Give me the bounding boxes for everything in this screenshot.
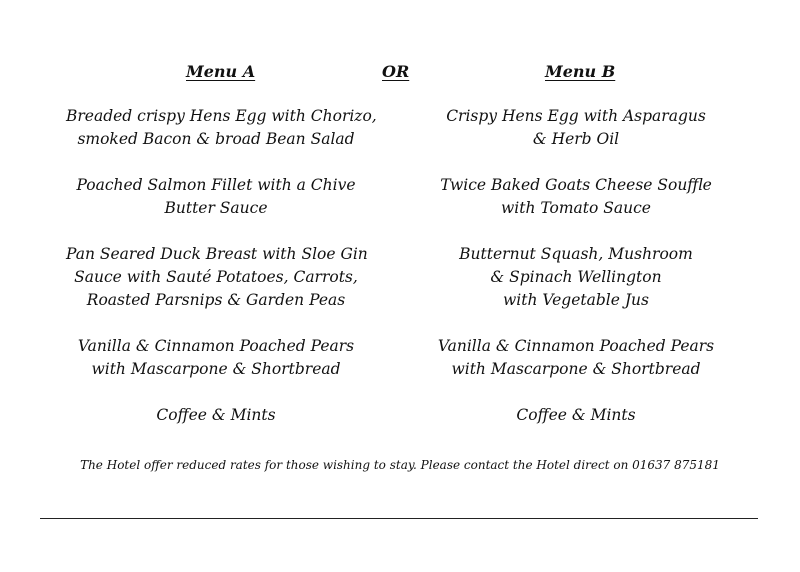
menu-b-starter-line-2: & Herb Oil xyxy=(532,130,620,148)
menu-b-coffee-line-1: Coffee & Mints xyxy=(516,406,636,424)
menu-b-main-line-2: & Spinach Wellington xyxy=(490,268,662,286)
or-heading: OR xyxy=(382,62,410,81)
hotel-note: The Hotel offer reduced rates for those wishing to stay. Please contact the Hotel direct on 01637 875181 xyxy=(80,458,720,472)
menu-a-fish-line-2: Butter Sauce xyxy=(164,199,268,217)
menu-a-coffee-line-1: Coffee & Mints xyxy=(156,406,276,424)
bottom-rule xyxy=(40,518,758,519)
menu-b-column xyxy=(426,105,726,427)
menu-b-dessert-line-1: Vanilla & Cinnamon Poached Pears xyxy=(437,337,715,355)
menu-b-second-line-1: Twice Baked Goats Cheese Souffle xyxy=(440,176,712,194)
menu-b-second-line-2: with Tomato Sauce xyxy=(501,199,651,217)
menu-a-starter-line-1: Breaded crispy Hens Egg with Chorizo, xyxy=(66,107,377,125)
menu-b-heading: Menu B xyxy=(545,62,616,81)
menu-a-main-line-3: Roasted Parsnips & Garden Peas xyxy=(86,291,346,309)
menu-b-starter xyxy=(426,105,726,151)
menu-a-main-line-2: Sauce with Sauté Potatoes, Carrots, xyxy=(74,268,358,286)
menu-b-starter-line-1: Crispy Hens Egg with Asparagus xyxy=(446,107,706,125)
menu-a-dessert-line-2: with Mascarpone & Shortbread xyxy=(91,360,341,378)
menu-a-fish xyxy=(66,174,366,220)
menu-a-starter-line-2: smoked Bacon & broad Bean Salad xyxy=(77,130,355,148)
menu-a-coffee xyxy=(66,404,366,427)
menu-a-heading: Menu A xyxy=(186,62,256,81)
menu-b-main-line-1: Butternut Squash, Mushroom xyxy=(459,245,693,263)
menu-a-dessert xyxy=(66,335,366,381)
menu-b-main-line-3: with Vegetable Jus xyxy=(502,291,649,309)
menu-b-dessert-line-2: with Mascarpone & Shortbread xyxy=(451,360,701,378)
menu-a-fish-line-1: Poached Salmon Fillet with a Chive xyxy=(76,176,356,194)
menu-b-second xyxy=(426,174,726,220)
menu-a-main xyxy=(66,243,366,312)
menu-b-coffee xyxy=(426,404,726,427)
menu-a-main-line-1: Pan Seared Duck Breast with Sloe Gin xyxy=(66,245,368,263)
menu-a-starter xyxy=(66,105,377,151)
menu-a-dessert-line-1: Vanilla & Cinnamon Poached Pears xyxy=(77,337,355,355)
menu-a-column xyxy=(66,105,377,427)
menu-b-dessert xyxy=(426,335,726,381)
menu-b-main xyxy=(426,243,726,312)
